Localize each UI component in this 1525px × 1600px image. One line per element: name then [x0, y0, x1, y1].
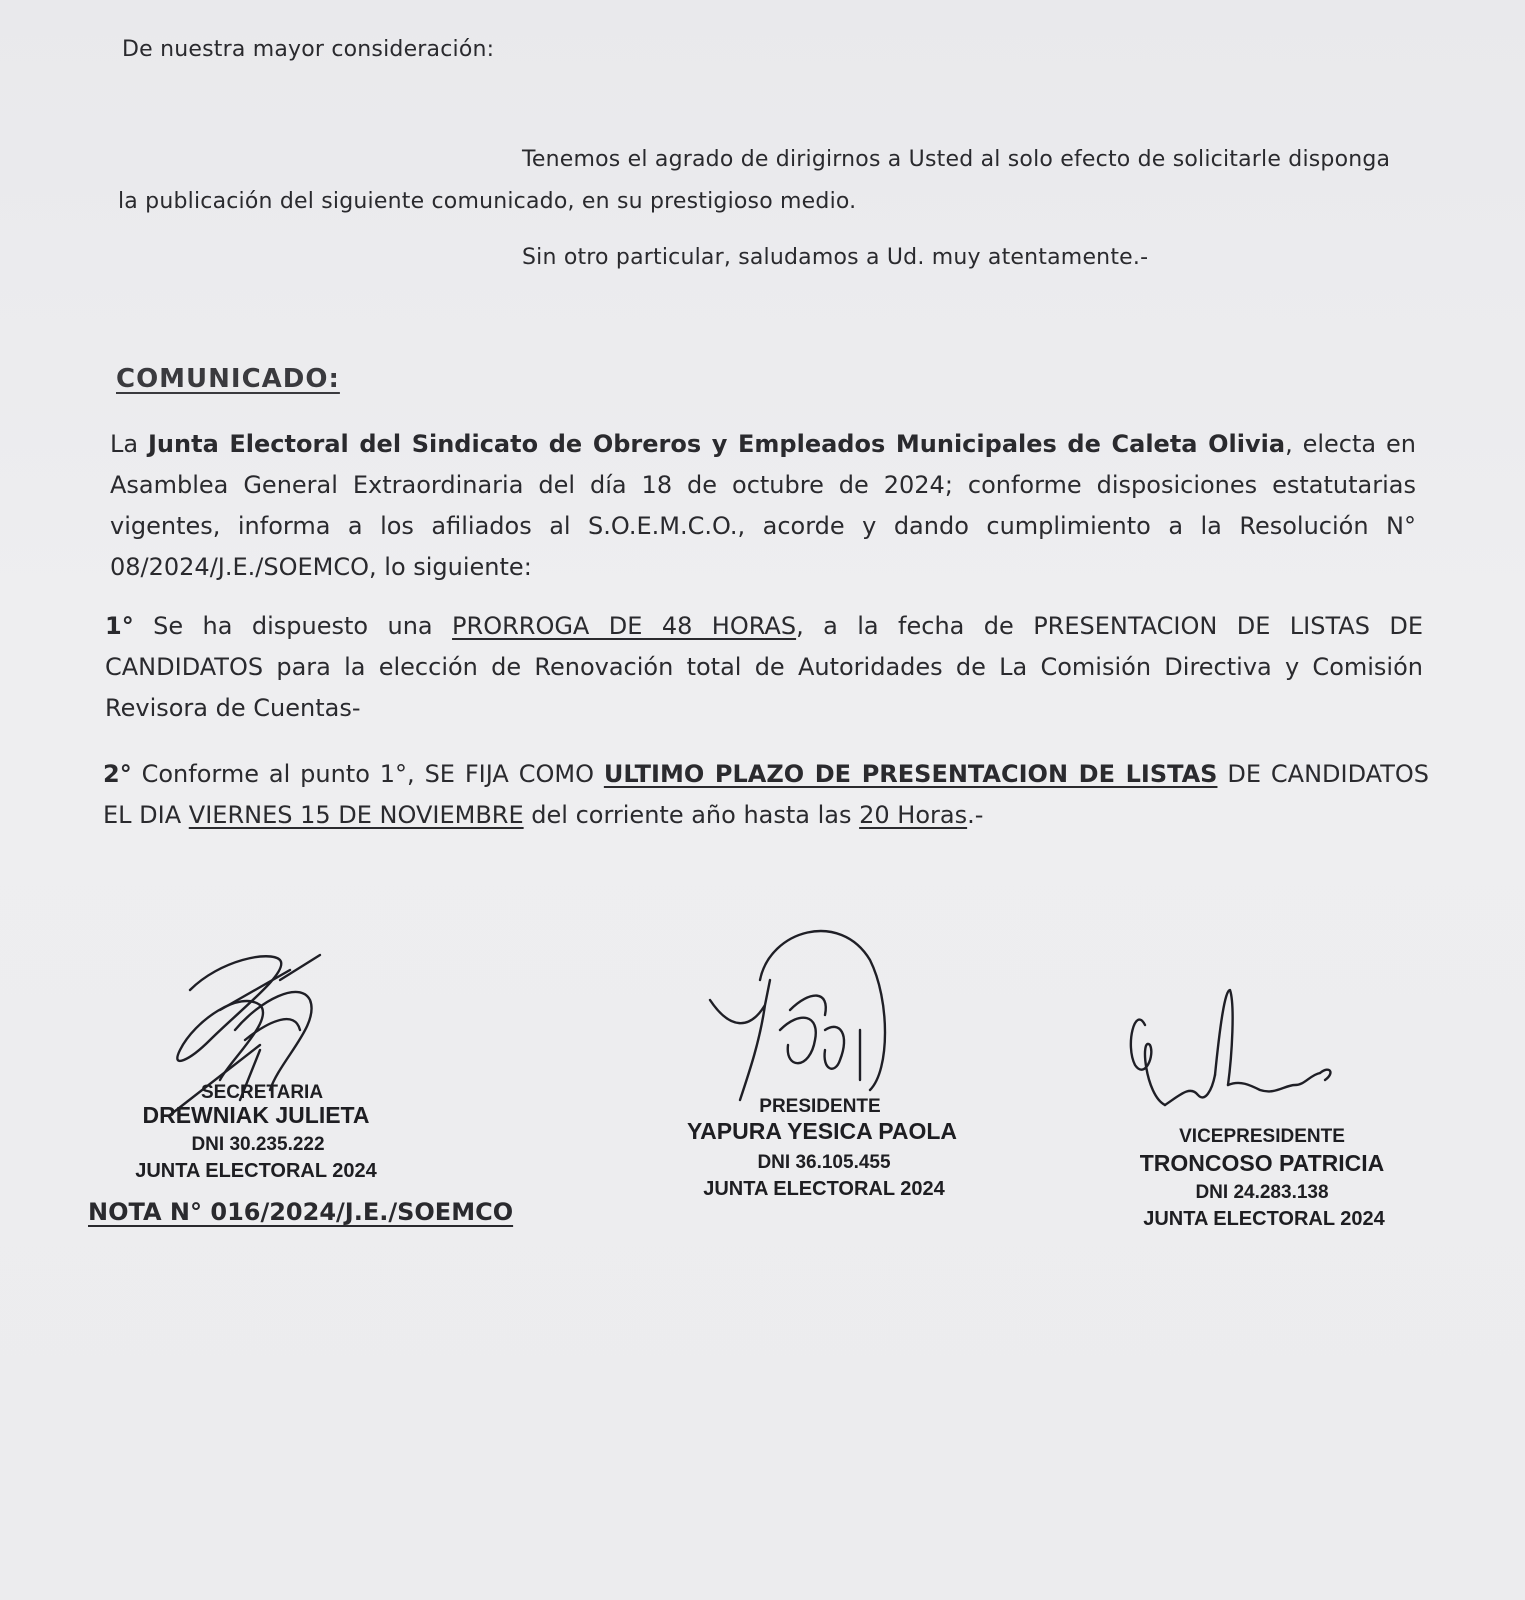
deadline-highlight: ULTIMO PLAZO DE PRESENTACION DE LISTAS	[603, 760, 1218, 788]
intro-line-1: Tenemos el agrado de dirigirnos a Usted al solo efecto de solicitarle disponga	[522, 147, 1391, 172]
deadline-date: VIERNES 15 DE NOVIEMBRE	[188, 801, 524, 829]
point-1	[105, 606, 1423, 729]
closing-line: Sin otro particular, saludamos a Ud. muy atentamente.-	[522, 245, 1149, 270]
paragraph-junta-electoral	[110, 424, 1416, 588]
paragraph-line: Asamblea General Extraordinaria del día 18 de octubre de 2024; conforme disposiciones estatutarias	[110, 471, 1416, 499]
paragraph-line	[110, 424, 1416, 465]
text-run: DE CANDIDATOS	[1217, 760, 1429, 788]
extension-highlight: PRORROGA DE 48 HORAS	[452, 612, 797, 640]
text-run: , electa en	[1285, 430, 1416, 458]
paragraph-line: 08/2024/J.E./SOEMCO, lo siguiente:	[110, 553, 532, 581]
paragraph-line: CANDIDATOS para la elección de Renovación total de Autoridades de La Comisión Directiva y Comisión	[105, 653, 1423, 681]
paragraph-line	[103, 754, 1429, 795]
point-number: 2°	[103, 760, 132, 788]
signatory-org: JUNTA ELECTORAL 2024	[1143, 1208, 1385, 1230]
signatory-role: VICEPRESIDENTE	[1179, 1126, 1345, 1147]
text-run: , a la fecha de PRESENTACION DE LISTAS DE	[796, 612, 1423, 640]
signature-vicepresidente	[1120, 985, 1350, 1135]
signatory-org: JUNTA ELECTORAL 2024	[135, 1160, 377, 1182]
union-name: Junta Electoral del Sindicato de Obreros y Empleados Municipales de Caleta Olivia	[148, 430, 1286, 458]
signature-presidente	[710, 920, 910, 1120]
deadline-time: 20 Horas	[859, 801, 968, 829]
signatory-name: YAPURA YESICA PAOLA	[686, 1118, 958, 1144]
paragraph-line: vigentes, informa a los afiliados al S.O.E.M.C.O., acorde y dando cumplimiento a la Resolución N°	[110, 512, 1416, 540]
note-reference: NOTA N° 016/2024/J.E./SOEMCO	[88, 1198, 514, 1226]
point-number: 1°	[105, 612, 134, 640]
text-run: .-	[967, 801, 984, 829]
signatory-dni: DNI 36.105.455	[757, 1152, 891, 1173]
text-run: EL DIA	[103, 801, 189, 829]
point-2	[103, 754, 1429, 836]
text-run: del corriente año hasta las	[523, 801, 860, 829]
intro-line-2: la publicación del siguiente comunicado, en su prestigioso medio.	[118, 189, 857, 214]
signatory-role: SECRETARIA	[200, 1082, 324, 1103]
text-run: Se ha dispuesto una	[133, 612, 453, 640]
signatory-dni: DNI 24.283.138	[1195, 1182, 1329, 1203]
signatory-name: DREWNIAK JULIETA	[142, 1102, 370, 1128]
paragraph-line	[105, 606, 1423, 647]
signatory-dni: DNI 30.235.222	[191, 1134, 325, 1155]
signatory-role: PRESIDENTE	[759, 1096, 881, 1117]
text-run: La	[110, 430, 148, 458]
salutation: De nuestra mayor consideración:	[122, 37, 495, 62]
signatory-name: TRONCOSO PATRICIA	[1139, 1150, 1385, 1176]
paragraph-line	[103, 795, 1429, 836]
paragraph-line: Revisora de Cuentas-	[105, 694, 361, 722]
signatory-org: JUNTA ELECTORAL 2024	[703, 1178, 945, 1200]
text-run: Conforme al punto 1°, SE FIJA COMO	[131, 760, 604, 788]
heading-comunicado: COMUNICADO:	[116, 364, 340, 394]
